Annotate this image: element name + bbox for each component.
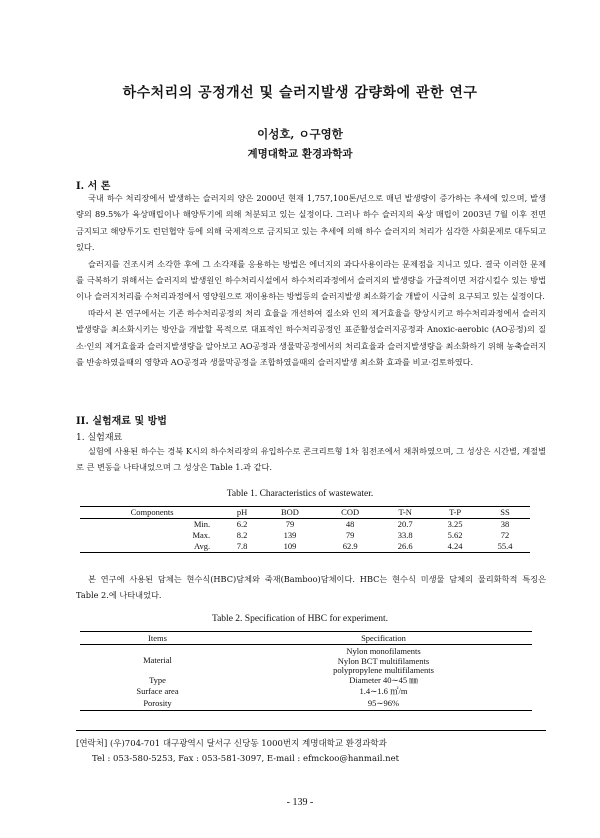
table1-header-cell: T-P <box>430 507 480 519</box>
materials-paragraph-text: 실험에 사용된 하수는 경북 K시의 하수처리장의 유입하수로 콘크리트형 1차 침전조에서 채취하였으며, 그 성상은 시간별, 계절별로 큰 변동을 나타내었으며 그 성상은 Table 1.과 같다. <box>76 446 546 473</box>
table-cell <box>235 698 532 711</box>
table-cell: 26.6 <box>397 541 413 551</box>
table-cell: 7.8 <box>236 541 248 551</box>
table-cell: 79 <box>345 530 355 540</box>
materials-paragraph <box>76 443 546 476</box>
table2-header-cell: Specification <box>235 632 532 645</box>
table-row <box>80 541 530 553</box>
spec-line: Diameter 40∼45 ㎜ <box>349 675 418 686</box>
spec-line: Nylon monofilaments <box>346 646 421 656</box>
table-cell: 109 <box>283 541 297 551</box>
table-cell: 79 <box>285 519 295 529</box>
table2-caption: Table 2. Specification of HBC for experiment. <box>211 614 389 624</box>
table1-caption: Table 1. Characteristics of wastewater. <box>226 489 374 499</box>
table2-header-cell: Items <box>80 632 235 645</box>
carrier-paragraph-text: 본 연구에 사용된 담체는 현수식(HBC)담체와 죽재(Bamboo)담체이다. HBC는 현수식 미생물 담체의 물리화학적 특징은 Table 2.에 나타내었다. <box>76 574 546 601</box>
row-label: Min. <box>193 519 211 529</box>
section1-heading: I. 서 론 <box>76 181 111 192</box>
table-row <box>80 519 530 531</box>
row-label: Max. <box>192 530 211 540</box>
table2-header-row <box>80 632 532 645</box>
contact-address: [연락처] (우)704-701 대구광역시 달서구 신당동 1000번지 계명대학교 환경과학과 <box>76 739 387 749</box>
table-cell: 139 <box>283 530 297 540</box>
table-cell: 33.8 <box>397 530 413 540</box>
table-row <box>80 698 532 711</box>
table1-header-cell: Components <box>80 507 224 519</box>
section2-heading: II. 실험재료 및 방법 <box>76 416 167 427</box>
carrier-paragraph <box>76 571 546 604</box>
intro-paragraph-2: 슬러지를 건조시켜 소각한 후에 그 소각재를 응용하는 방법은 에너지의 과다사용이라는 문제점을 지니고 있다. 결국 이러한 문제를 극복하기 위해서는 슬러지의 발생원인 하수처리시설에서 하수처리과정에서 슬러지의 발생량을 가급적이면 저감시킬수 있는 방법이나 슬러지처리를 수처리과정에서 영양원으로 재이용하는 방법등의 슬러지발생 최소화기술 개발이 시급히 요구되고 있는 실정이다. <box>76 258 546 302</box>
table-cell: 62.9 <box>342 541 358 551</box>
table-row <box>80 676 532 687</box>
intro-paragraph-1: 국내 하수 처리장에서 발생하는 슬러지의 양은 2000년 현재 1,757,100톤/년으로 매년 발생량이 증가하는 추세에 있으며, 발생량의 89.5%가 육상매립이나 해양투기에 의해 처분되고 있는 실정이다. 그러나 하수 슬러지의 육상 매립이 2003년 7월 이후 전면 금지되고 해양투기도 런던협약 등에 의해 국제적으로 금지되고 있는 추세에 의해 하수 슬러지의 처리가 심각한 사회문제로 대두되고 있다. <box>76 193 546 253</box>
table-cell <box>235 687 532 698</box>
spec-line: Nylon BCT multifilaments <box>337 655 430 666</box>
table1-header-cell: BOD <box>260 507 320 519</box>
table1-header-cell: COD <box>320 507 380 519</box>
row-label: Avg. <box>194 541 211 551</box>
affiliation: 계명대학교 환경과학과 <box>247 148 353 160</box>
spec-line: 95∼96% <box>367 697 400 708</box>
table-cell <box>235 676 532 687</box>
table-cell: 72 <box>500 530 510 540</box>
table1-header-cell: T-N <box>380 507 430 519</box>
table1-wastewater <box>80 506 530 553</box>
table1-header-row <box>80 507 530 519</box>
row-label: Type <box>149 675 166 686</box>
section1-body <box>76 190 546 370</box>
page-number: - 139 - <box>286 797 314 808</box>
table-cell: 20.7 <box>397 519 413 529</box>
table-cell: 5.62 <box>447 530 463 540</box>
table-cell: 6.2 <box>236 519 248 529</box>
table-cell: 3.25 <box>447 519 463 529</box>
row-label: Surface area <box>136 686 179 697</box>
table1-header-cell: SS <box>480 507 530 519</box>
table2-hbc-spec <box>80 631 532 711</box>
row-label: Material <box>143 654 172 665</box>
row-label: Porosity <box>143 697 172 708</box>
table-cell <box>235 645 532 676</box>
section2-subheading: 1. 실험재료 <box>76 433 123 443</box>
table-row <box>80 687 532 698</box>
table-row <box>80 645 532 676</box>
contact-phone-email: Tel : 053-580-5253, Fax : 053-581-3097, E-mail : efmckoo@hanmail.net <box>92 754 400 764</box>
table-cell: 55.4 <box>497 541 513 551</box>
table-row <box>80 530 530 541</box>
authors: 이성호, ㅇ구영한 <box>257 127 343 141</box>
paper-title: 하수처리의 공정개선 및 슬러지발생 감량화에 관한 연구 <box>122 85 478 101</box>
table1-header-cell: pH <box>224 507 260 519</box>
table-cell: 8.2 <box>236 530 248 540</box>
table-cell: 48 <box>345 519 355 529</box>
footnote-divider <box>76 730 546 731</box>
spec-line: 1.4∼1.6 ㎡/m <box>359 686 408 697</box>
intro-paragraph-3: 따라서 본 연구에서는 기존 하수처리공정의 처리 효율을 개선하여 질소와 인의 제거효율을 향상시키고 하수처리과정에서 슬러지발생량을 최소화시키는 방안을 개발할 목적으로 대표적인 하수처리공정인 표준활성슬러지공정과 Anoxic-aerobic (AO공정)의 질소·인의 제거효율과 슬러지발생량을 알아보고 AO공정과 생물막공정에서의 처리효율과 슬러지발생량을 최소화하기 위해 농축슬러지를 반송하였을때의 영향과 AO공정과 생물막공정을 조합하였을때의 슬러지발생 최소화 효과를 비교·검토하였다. <box>76 307 546 368</box>
table-cell: 38 <box>500 519 510 529</box>
spec-line: polypropylene multifilaments <box>333 665 434 675</box>
table-cell: 4.24 <box>447 541 463 551</box>
